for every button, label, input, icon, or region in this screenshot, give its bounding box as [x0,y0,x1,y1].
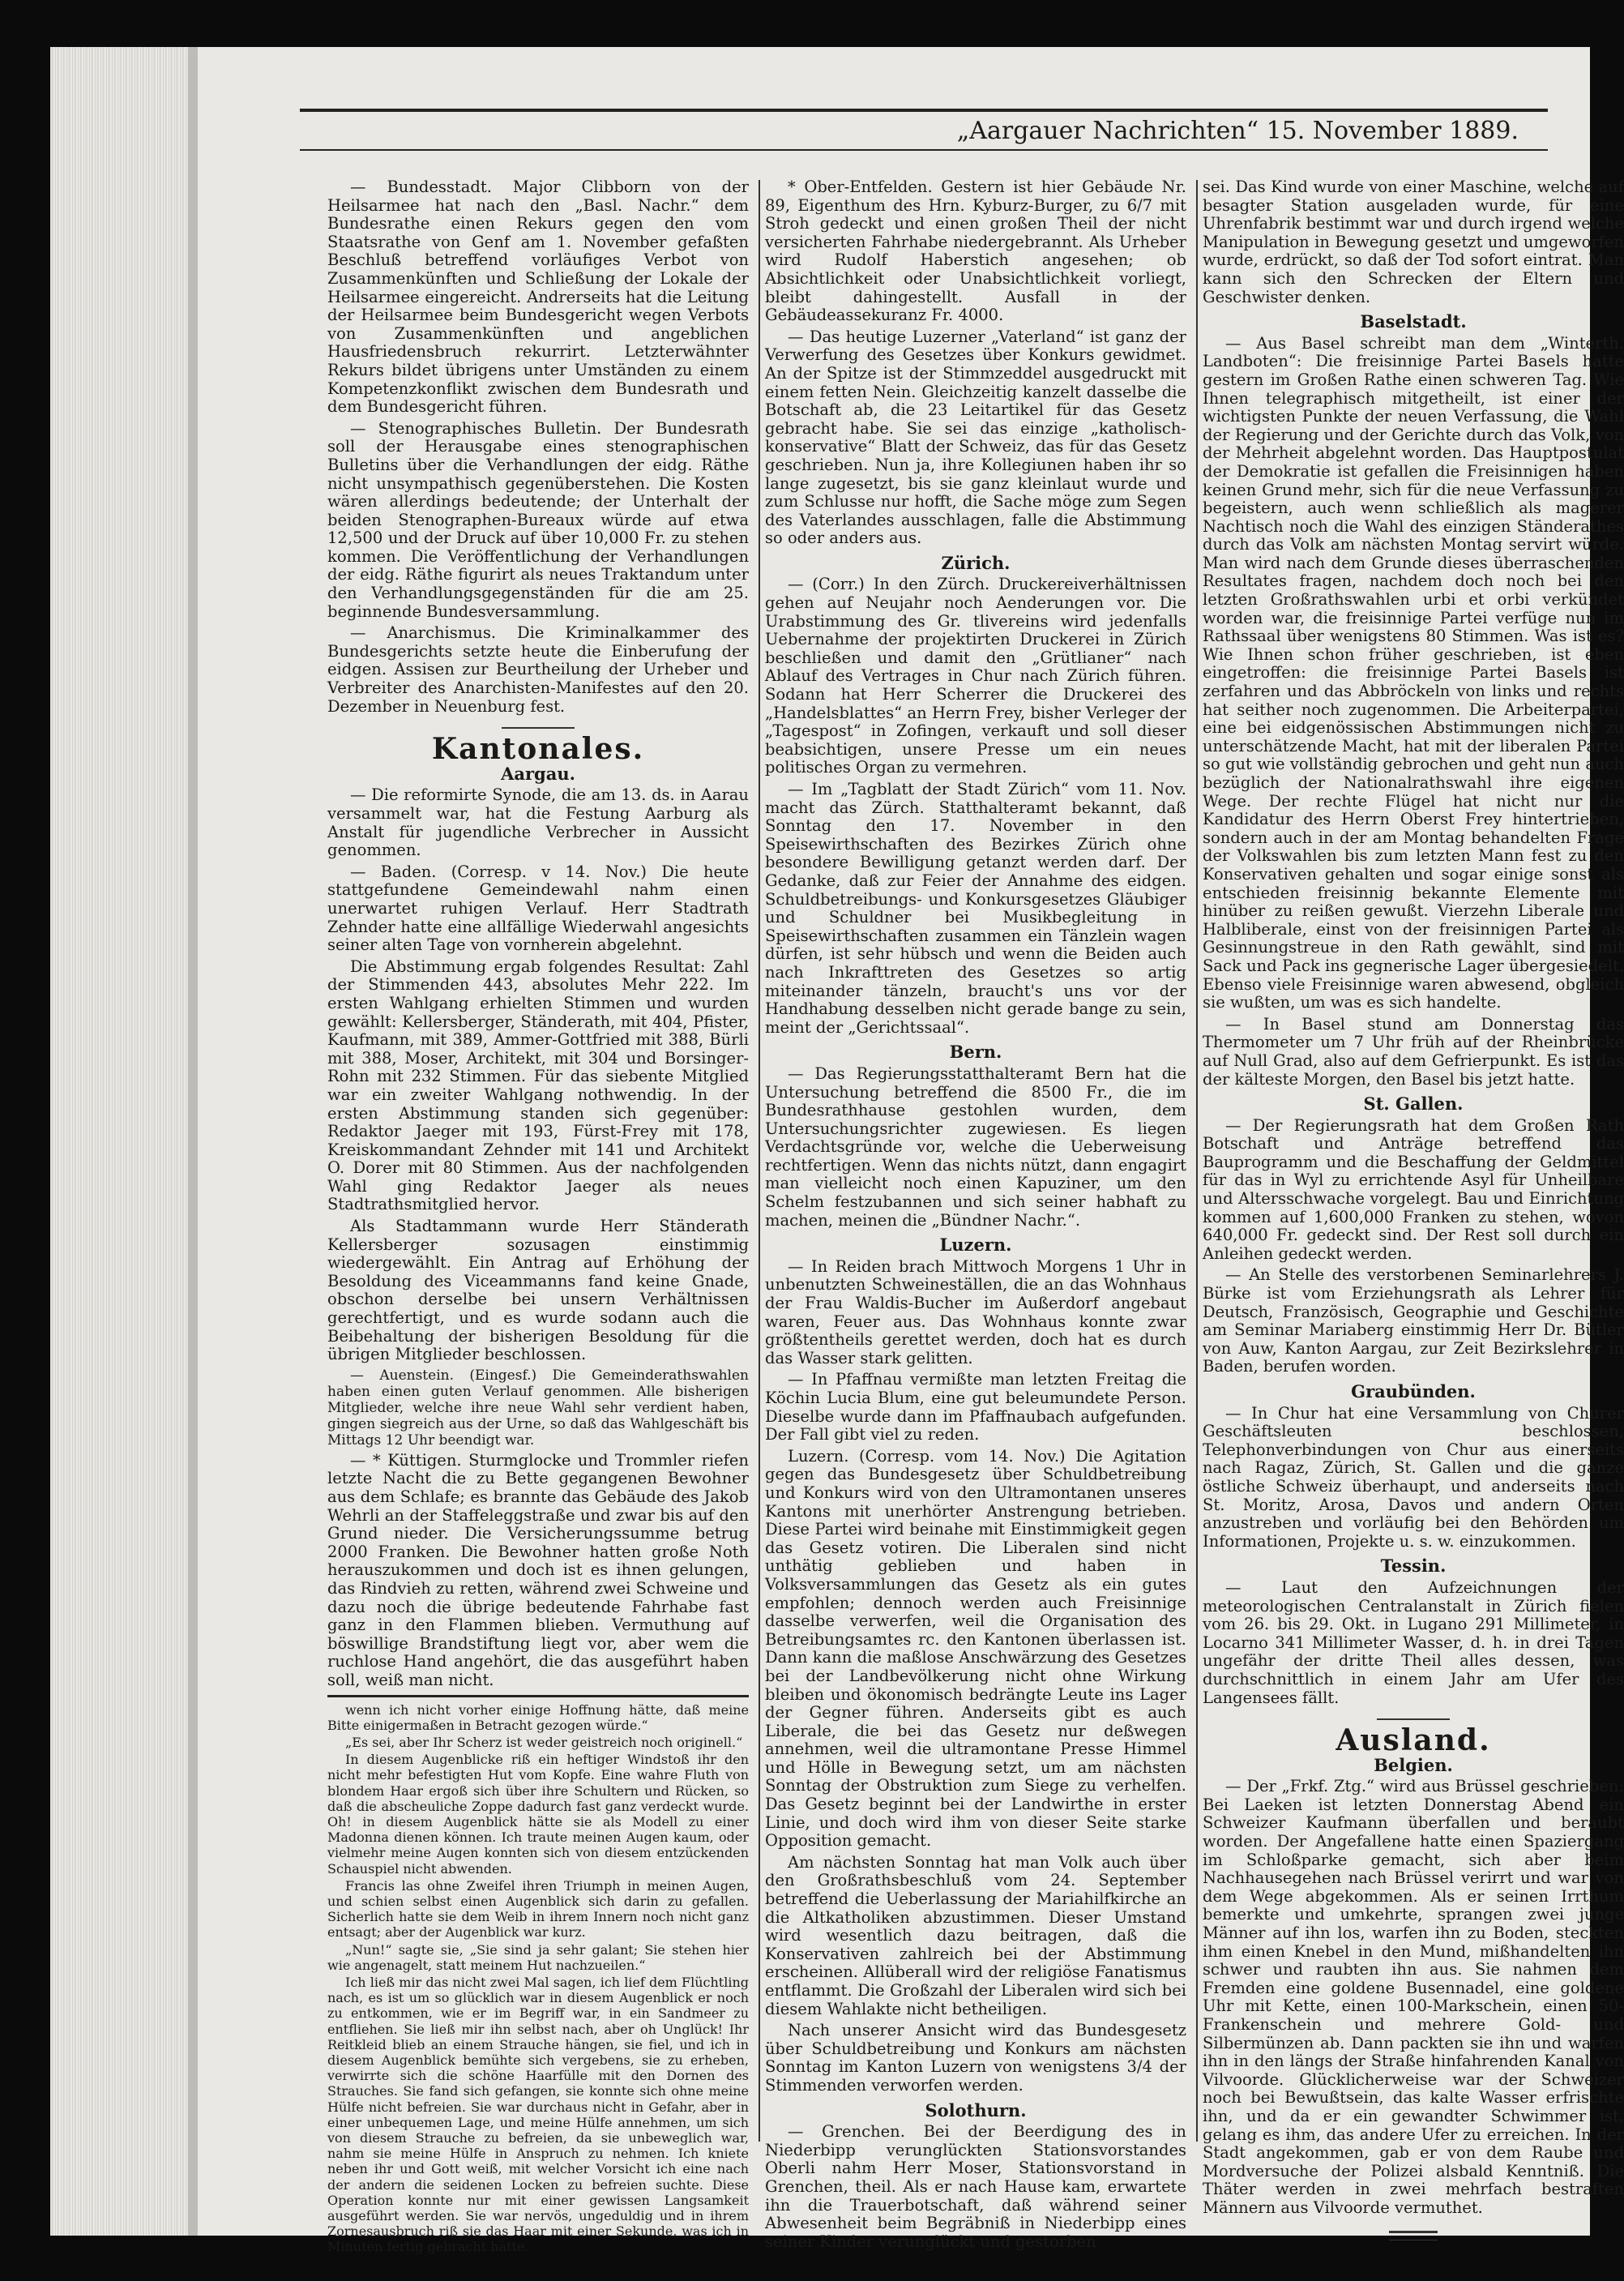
column-1 [327,178,749,2255]
book-page-edges [50,47,188,2236]
article-paragraph: — In Basel stund am Donnerstag das Thermometer um 7 Uhr früh auf der Rheinbrücke auf Null Grad, also auf dem Gefrierpunkt. Es ist das der kälteste Morgen, den Basel bis jetzt hatte. [1203,1014,1624,1089]
section-separator [502,727,575,729]
feuilleton-paragraph: wenn ich nicht vorher einige Hoffnung hätte, daß meine Bitte einigermaßen in Betracht gezogen würde.“ [327,1701,749,1733]
article-paragraph: — Der Regierungsrath hat dem Großen Rath Botschaft und Anträge betreffend das Bauprogramm und die Beschaffung der Geldmittel für das in Wyl zu errichtende Asyl für Unheilbare und Altersschwache vorgelegt. Bau und Einrichtung kommen auf 1,600,000 Franken zu stehen, wovon 640,000 Fr. gedeckt sind. Der Rest soll durch ein Anleihen gedeckt werden. [1203,1115,1624,1263]
subheading-tessin: Tessin. [1380,1556,1447,1577]
article-paragraph: Als Stadtammann wurde Herr Ständerath Kellersberger sozusagen einstimmig wiedergewählt. Ein Antrag auf Erhöhung der Besoldung des Viceammanns fand keine Gnade, obschon derselbe bei unsern Verhältnissen gerechtfertigt, und es wurde sodann auch die Beibehaltung der bisherigen Besoldung für die übrigen Mitglieder beschlossen. [327,1217,749,1364]
article-paragraph: — Laut den Aufzeichnungen der meteorologischen Centralanstalt in Zürich fielen vom 26. bis 29. Okt. in Lugano 291 Millimeter, in Locarno 341 Millimeter Wasser, d. h. in drei Tagen ungefähr der dritte Theil alles dessen, was durchschnittlich in einem Jahr am Ufer des Langensees fällt. [1203,1577,1624,1707]
newspaper-page [50,47,1624,2255]
subheading-st-gallen: St. Gallen. [1363,1093,1464,1115]
article-paragraph: — An Stelle des verstorbenen Seminarlehrers J. Bürke ist vom Erziehungsrath als Lehrer für Deutsch, Französisch, Geographie und Geschichte am Seminar Mariaberg einstimmig Herr Dr. Bütler von Auw, Kanton Aargau, zur Zeit Bezirkslehrer in Baden, berufen worden. [1203,1265,1624,1376]
subheading-solothurn: Solothurn. [925,2099,1027,2121]
article-paragraph: — (Corr.) In den Zürch. Druckereiverhältnissen gehen auf Neujahr noch Aenderungen vor. Die Urabstimmung des Gr. tlivereins wird jedenfalls Uebernahme der projektirten Druckerei in Zürich beschließen und damit den „Grütlianer“ nach Ablauf des Vertrages in Chur nach Zürich führen. Sodann hat Herr Scherrer die Druckerei des „Handelsblattes“ an Herrn Frey, bisher Verleger der „Tagespost“ in Zofingen, verkauft und soll dieser beabsichtigen, unsere Presse um ein neues politisches Organ zu vermehren. [765,575,1186,777]
article-paragraph: — Das heutige Luzerner „Vaterland“ ist ganz der Verwerfung des Gesetzes über Konkurs gewidmet. An der Spitze ist der Stimmzeddel ausgedruckt mit einem fetten Nein. Gleichzeitig kanzelt dasselbe die Botschaft ab, die 23 Leitartikel für das Gesetz gebracht habe. Sie sei das einzige „katholisch-konservative“ Blatt der Schweiz, das für das Gesetz geschrieben. Nun ja, ihre Kollegiunen haben ihr so lange zugesetzt, bis sie ganz kleinlaut wurde und zum Schlusse nur hofft, die Sache möge zum Segen des Vaterlandes ausschlagen, falle die Abstimmung so oder anders aus. [765,327,1186,548]
book-gutter [188,47,198,2236]
article-paragraph: — Baden. (Corresp. v 14. Nov.) Die heute stattgefundene Gemeindewahl nahm einen unerwartet ruhigen Verlauf. Herr Stadtrath Zehnder hatte eine allfällige Wiederwahl angesichts seiner alten Tage von vornherein abgelehnt. [327,862,749,955]
subheading-bern: Bern. [949,1042,1002,1063]
feuilleton-paragraph: „Es sei, aber Ihr Scherz ist weder geistreich noch originell.“ [345,1734,743,1750]
article-paragraph: — In Pfaffnau vermißte man letzten Freitag die Köchin Lucia Blum, eine gut beleumundete Person. Dieselbe wurde dann im Pfaffnaubach aufgefunden. Der Fall gibt viel zu reden. [765,1370,1186,1444]
article-paragraph: — In Reiden brach Mittwoch Morgens 1 Uhr in unbenutzten Schweineställen, die an das Wohnhaus der Frau Waldis-Bucher im Außerdorf angebaut waren, Feuer aus. Das Wohnhaus konnte zwar größtentheils gerettet werden, doch hat es durch das Wasser stark gelitten. [765,1256,1186,1367]
end-ornament [1389,2231,1438,2240]
article-paragraph: — Im „Tagblatt der Stadt Zürich“ vom 11. Nov. macht das Zürch. Statthalteramt bekannt, daß Sonntag den 17. November in den Speisewirthschaften des Bezirkes Zürich ohne besondere Bewilligung getanzt werden darf. Der Gedanke, daß zur Feier der Annahme des eidgen. Schuldbetreibungs- und Konkursgesetzes Gläubiger und Schuldner bei Musikbegleitung in Speisewirthschaften zusammen ein Tänzlein wagen dürfen, ist sehr hübsch und wenn die Beiden auch nach Inkrafttreten des Gesetzes so artig miteinander tänzeln, braucht's uns vor der Handhabung desselben nicht gerade bange zu sein, meint der „Gerichtssaal“. [765,780,1186,1037]
feuilleton-paragraph: In diesem Augenblicke riß ein heftiger Windstoß ihr den nicht mehr befestigten Hut vom Kopfe. Eine wahre Fluth von blondem Haar ergoß sich über ihre Schultern und Rücken, so daß die abscheuliche Zoppe dadurch fast ganz verdeckt wurde. Oh! in diesem Augenblick hätte sie als Modell zu einer Madonna dienen können. Ich traute meinen Augen kaum, oder vielmehr meine Augen konnten sich von diesem entzückenden Schauspiel nicht abwenden. [327,1752,749,1877]
subheading-baselstadt: Baselstadt. [1360,311,1467,332]
section-separator [1377,1718,1450,1720]
subheading-luzern: Luzern. [939,1235,1012,1256]
section-heading-ausland: Ausland. [1336,1723,1491,1758]
article-paragraph: Luzern. (Corresp. vom 14. Nov.) Die Agitation gegen das Bundesgesetz über Schuldbetreibung und Konkurs wird von den Ultramontanen unseres Kantons mit unerhörter Anstrengung betrieben. Diese Partei wird beinahe mit Einstimmigkeit gegen das Gesetz votiren. Die Liberalen sind nicht unthätig geblieben und haben in Volksversammlungen das Gesetz als ein gutes empfohlen; dennoch werden auch Freisinnige dasselbe verwerfen, weil die Organisation des Betreibungsamtes rc. den Kantonen überlassen ist. Dann kann die maßlose Anschwärzung des Gesetzes bei der Landbevölkerung nicht ohne Wirkung bleiben und ökonomisch bedrängte Leute ins Lager der Gegner führen. Anderseits gibt es auch Liberale, die bei das Gesetz nur deßwegen annehmen, weil die ultramontane Presse Himmel und Hölle in Bewegung setzt, um am nächsten Sonntag der Obstruktion zum Siege zu verhelfen. Das Gesetz beginnt bei der Landwirthe in erster Linie, und doch wird ihm von dieser Seite starke Opposition gemacht. [765,1446,1186,1851]
article-paragraph: — Bundesstadt. Major Clibborn von der Heilsarmee hat nach den „Basl. Nachr.“ dem Bundesrathe einen Rekurs gegen den vom Staatsrathe von Genf am 1. November gefaßten Beschluß betreffend vorläufiges Verbot von Zusammenkünften und Schließung der Lokale der Heilsarmee eingereicht. Andrerseits hat die Leitung der Heilsarmee beim Bundesgericht wegen Verbots von Zusammenkünften und angeblichen Hausfriedensbruch rekurrirt. Letzterwähnter Rekurs bildet übrigens unter Umständen zu einem Kompetenzkonflikt zwischen dem Bundesrath und dem Bundesgericht führen. [327,178,749,417]
subheading-zuerich: Zürich. [941,552,1011,573]
article-paragraph: — In Chur hat eine Versammlung von Churer Geschäftsleuten beschlossen, Telephonverbindungen von Chur aus einerseits nach Ragaz, Zürich, St. Gallen und die ganze östliche Schweiz überhaupt, und anderseits nach St. Moritz, Arosa, Davos und andern Orten anzustreben und vorläufig bei den Behörden um Informationen, Projekte u. s. w. einzukommen. [1203,1403,1624,1551]
feuilleton-paragraph: „Nun!“ sagte sie, „Sie sind ja sehr galant; Sie stehen hier wie angenagelt, statt meinem Hut nachzueilen.“ [327,1941,749,1973]
article-paragraph: — Aus Basel schreibt man dem „Winterth. Landboten“: Die freisinnige Partei Basels hatte gestern im Großen Rathe einen schweren Tag. Wie Ihnen telegraphisch mitgetheilt, ist einer der wichtigsten Punkte der neuen Verfassung, die Wahl der Regierung und der Gerichte durch das Volk, von der Mehrheit abgelehnt worden. Das Hauptpostulat der Demokratie ist gefallen die Freisinnigen haben keinen Grund mehr, sich für die neue Verfassung zu begeistern, auch wenn schließlich als magerer Nachtisch noch die Wahl des einzigen Ständerathes durch das Volk am nächsten Montag servirt würde. Man wird nach dem Grunde dieses überraschenden Resultates fragen, nachdem doch noch bei den letzten Großrathswahlen urbi et orbi verkündet worden war, die freisinnige Partei verfüge nun im Rathssaal über wenigstens 80 Stimmen. Was ist es? Wie Ihnen schon früher geschrieben, ist eben eingetroffen: die freisinnige Partei Basels ist zerfahren und das Abbröckeln von links und rechts hat seither noch zugenommen. Die Arbeiterpartei, eine bei eidgenössischen Abstimmungen nicht zu unterschätzende Macht, hat mit der liberalen Partei so gut wie vollständig gebrochen und geht nun auch bezüglich der Nationalrathswahl ihre eigenen Wege. Der rechte Flügel hat nicht nur die Kandidatur des Herrn Oberst Frey hintertrieben, sondern auch in der am Montag behandelten Frage der Volkswahlen bis zum letzten Mann fest zu den Konservativen gehalten und sogar einige sonst als entschieden freisinnig bekannte Elemente mit hinüber zu reißen gewußt. Vierzehn Liberale und Halbliberale, einst von der freisinnigen Partei als Gesinnungstreue in den Rath gewählt, sind mit Sack und Pack ins gegnerische Lager übergesiedelt. Ebenso viele Freisinnige waren abwesend, obgleich sie wußten, um was es sich handelte. [1203,333,1624,1012]
article-paragraph: — Grenchen. Bei der Beerdigung des in Niederbipp verunglückten Stationsvorstandes Oberli nahm Herr Moser, Stationsvorstand in Grenchen, theil. Als er nach Hause kam, erwartete ihn die Trauerbotschaft, daß während seiner Abwesenheit beim Begräbniß in Niederbipp eines seiner Kinder verunglückt und gestorben [765,2122,1186,2251]
article-paragraph: Nach unserer Ansicht wird das Bundesgesetz über Schuldbetreibung und Konkurs am nächsten Sonntag im Kanton Luzern von wenigstens 3/4 der Stimmenden verworfen werden. [765,2021,1186,2095]
feuilleton-section [327,1695,749,2255]
article-paragraph: * Ober-Entfelden. Gestern ist hier Gebäude Nr. 89, Eigenthum des Hrn. Kyburz-Burger, zu 6/7 mit Stroh gedeckt und einen großen Theil der nicht versicherten Fahrhabe niedergebrannt. Als Urheber wird Rudolf Haberstich angesehen; ob Absichtlichkeit oder Unabsichtlichkeit vorliegt, bleibt dahingestellt. Ausfall in der Gebäudeassekuranz Fr. 4000. [765,178,1186,325]
page-header-title: „Aargauer Nachrichten“ 15. November 1889. [956,117,1519,145]
subheading-aargau: Aargau. [501,763,575,784]
section-heading-kantonales: Kantonales. [431,732,645,767]
column-rule [759,180,760,2142]
column-3 [1203,178,1624,2217]
article-paragraph: Die Abstimmung ergab folgendes Resultat: Zahl der Stimmenden 443, absolutes Mehr 222. Im ersten Wahlgang erhielten Stimmen und wurden gewählt: Kellersberger, Ständerath, mit 404, Pfister, Kaufmann, mit 389, Ammer-Gottfried mit 388, Bürli mit 388, Moser, Architekt, mit 304 und Borsinger-Rohn mit 232 Stimmen. Für das siebente Mitglied war ein zweiter Wahlgang nothwendig. In der ersten Abstimmung standen sich gegenüber: Redaktor Jaeger mit 193, Fürst-Frey mit 178, Kreiskommandant Zehnder mit 141 und Architekt O. Dorer mit 80 Stimmen. Aus der nachfolgenden Wahl ging Redaktor Jaeger als neues Stadtrathsmitglied hervor. [327,956,749,1214]
article-paragraph: sei. Das Kind wurde von einer Maschine, welche auf besagter Station ausgeladen wurde, für eine Uhrenfabrik bestimmt war und durch irgend welche Manipulation in Bewegung gesetzt und umgeworfen wurde, erdrückt, so daß der Tod sofort eintrat. Man kann sich den Schrecken der Eltern und Geschwister denken. [1203,178,1624,306]
subheading-graubuenden: Graubünden. [1351,1381,1476,1402]
column-2 [765,178,1186,2251]
article-paragraph: Am nächsten Sonntag hat man Volk auch über den Großrathsbeschluß vom 24. September betreffend die Ueberlassung der Mariahilfkirche an die Altkatholiken abzustimmen. Dieser Umstand wird wesentlich dazu beitragen, daß die Konservativen zahlreich bei der Abstimmung erscheinen. Allüberall wird der religiöse Fanatismus entflammt. Die Großzahl der Liberalen wird sich bei diesem Wahlakte nicht betheiligen. [765,1852,1186,2018]
article-paragraph: — Das Regierungsstatthalteramt Bern hat die Untersuchung betreffend die 8500 Fr., die im Bundesrathhause gestohlen wurden, dem Untersuchungsrichter zugewiesen. Es liegen Verdachtsgründe vor, welche die Ueberweisung rechtfertigen. Wenn das nichts nützt, dann engagirt man vielleicht noch einen Kapuziner, um den Schelm festzubannen und sich seiner habhaft zu machen, meinen die „Bündner Nachr.“. [765,1063,1186,1230]
article-paragraph: — * Küttigen. Sturmglocke und Trommler riefen letzte Nacht die zu Bette gegangenen Bewohner aus dem Schlafe; es brannte das Gebäude des Jakob Wehrli an der Staffeleggstraße und zwar bis auf den Grund nieder. Die Versicherungssumme betrug 2000 Franken. Die Bewohner hatten große Noth herauszukommen und doch ist es ihnen gelungen, das Rindvieh zu retten, während zwei Schweine und dazu noch die übrige bedeutende Fahrhabe fast ganz in den Flammen blieben. Vermuthung auf böswillige Brandstiftung liegt vor, aber wem die ruchlose Hand angehört, die das ausgeführt haben soll, weiß man nicht. [327,1450,749,1689]
article-paragraph: — Stenographisches Bulletin. Der Bundesrath soll der Herausgabe eines stenographischen Bulletins über die Verhandlungen der eidg. Räthe nicht unsympathisch gegenüberstehen. Die Kosten wären allerdings bedeutende; der Unterhalt der beiden Stenographen-Bureaux würde auf etwa 12,500 und der Druck auf über 10,000 Fr. zu stehen kommen. Die Veröffentlichung der Verhandlungen der eidg. Räthe figurirt als neues Traktandum unter den Verhandlungsgegenständen für die am 25. beginnende Bundesversammlung. [327,418,749,621]
article-paragraph: — Der „Frkf. Ztg.“ wird aus Brüssel geschrieben: Bei Laeken ist letzten Donnerstag Abend ein Schweizer Kaufmann überfallen und beraubt worden. Der Angefallene hatte einen Spaziergang im Schloßparke gemacht, sich aber beim Nachhausegehen nach Brüssel verirrt und war von dem Wege abgekommen. Als er seinen Irrthum bemerkte und umkehrte, sprangen zwei junge Männer auf ihn los, warfen ihn zu Boden, steckten ihm einen Knebel in den Mund, mißhandelten ihn schwer und raubten ihn aus. Sie nahmen dem Fremden eine goldene Busennadel, eine goldene Uhr mit Kette, einen 100-Markschein, einen 50-Frankenschein und mehrere Gold- und Silbermünzen ab. Dann packten sie ihn und warfen ihn in den längs der Straße hinfahrenden Kanal von Vilvoorde. Glücklicherweise war der Schweizer noch bei Bewußtsein, das kalte Wasser erfrischte ihn, und da er ein gewandter Schwimmer ist, gelang es ihm, das andere Ufer zu erreichen. In der Stadt angekommen, gab er von dem Raube und Mordversuche der Polizei alsbald Kenntniß. Die Thäter werden in zwei mehrfach bestraften Männern aus Vilvoorde vermuthet. [1203,1777,1624,2217]
column-rule [1196,180,1198,2142]
page-header [300,109,1548,151]
subheading-belgien: Belgien. [1374,1754,1453,1775]
article-paragraph: — Auenstein. (Eingesf.) Die Gemeinderathswahlen haben einen guten Verlauf genommen. Alle bisherigen Mitglieder, welche ihre neue Wahl sehr verdient haben, gingen siegreich aus der Urne, so daß das Wahlgeschäft bis Mittags 12 Uhr beendigt war. [327,1367,749,1449]
article-paragraph: — Anarchismus. Die Kriminalkammer des Bundesgerichts setzte heute die Einberufung der eidgen. Assisen zur Beurtheilung der Urheber und Verbreiter des Anarchisten-Manifestes auf den 20. Dezember in Neuenburg fest. [327,623,749,716]
feuilleton-paragraph: Ich ließ mir das nicht zwei Mal sagen, ich lief dem Flüchtling nach, es ist um so glücklich war in diesem Augenblick er noch zu entkommen, wie er im Begriff war, in ein Sandmeer zu entfliehen. Sie ließ mir ihn selbst nach, aber oh Unglück! Ihr Reitkleid blieb an einem Strauche hängen, sie fiel, und ich in diesem Augenblick bemühte sich vergebens, sie zu erheben, verwirrte sich die schöne Haarfülle mit den Dornen des Strauches. Sie fand sich gefangen, sie konnte sich ohne meine Hülfe nicht befreien. Sie war durchaus nicht in Gefahr, aber in einer unbequemen Lage, und meine Hülfe annehmen, um sich von diesem Strauche zu befreien, da sie unbeweglich war, nahm sie meine Hülfe in Anspruch zu nehmen. Ich kniete neben ihr und Gott weiß, mit welcher Vorsicht ich eine nach der andern die seidenen Locken zu befreien suchte. Diese Operation konnte nur mit einer gewissen Langsamkeit ausgeführt werden. Sie war nervös, ungeduldig und in ihrem Zornesausbruch riß sie das Haar mit einer Sekunde, was ich in Minuten fertig gebracht hätte. [327,1974,749,2255]
feuilleton-paragraph: Francis las ohne Zweifel ihren Triumph in meinen Augen, und schien selbst einen Augenblick sich darin zu gefallen. Sicherlich hatte sie dem Weib in ihrem Innern noch nicht ganz entsagt; aber der Augenblick war kurz. [327,1877,749,1941]
article-paragraph: — Die reformirte Synode, die am 13. ds. in Aarau versammelt war, hat die Festung Aarburg als Anstalt für jugendliche Verbrecher in Aussicht genommen. [327,785,749,860]
